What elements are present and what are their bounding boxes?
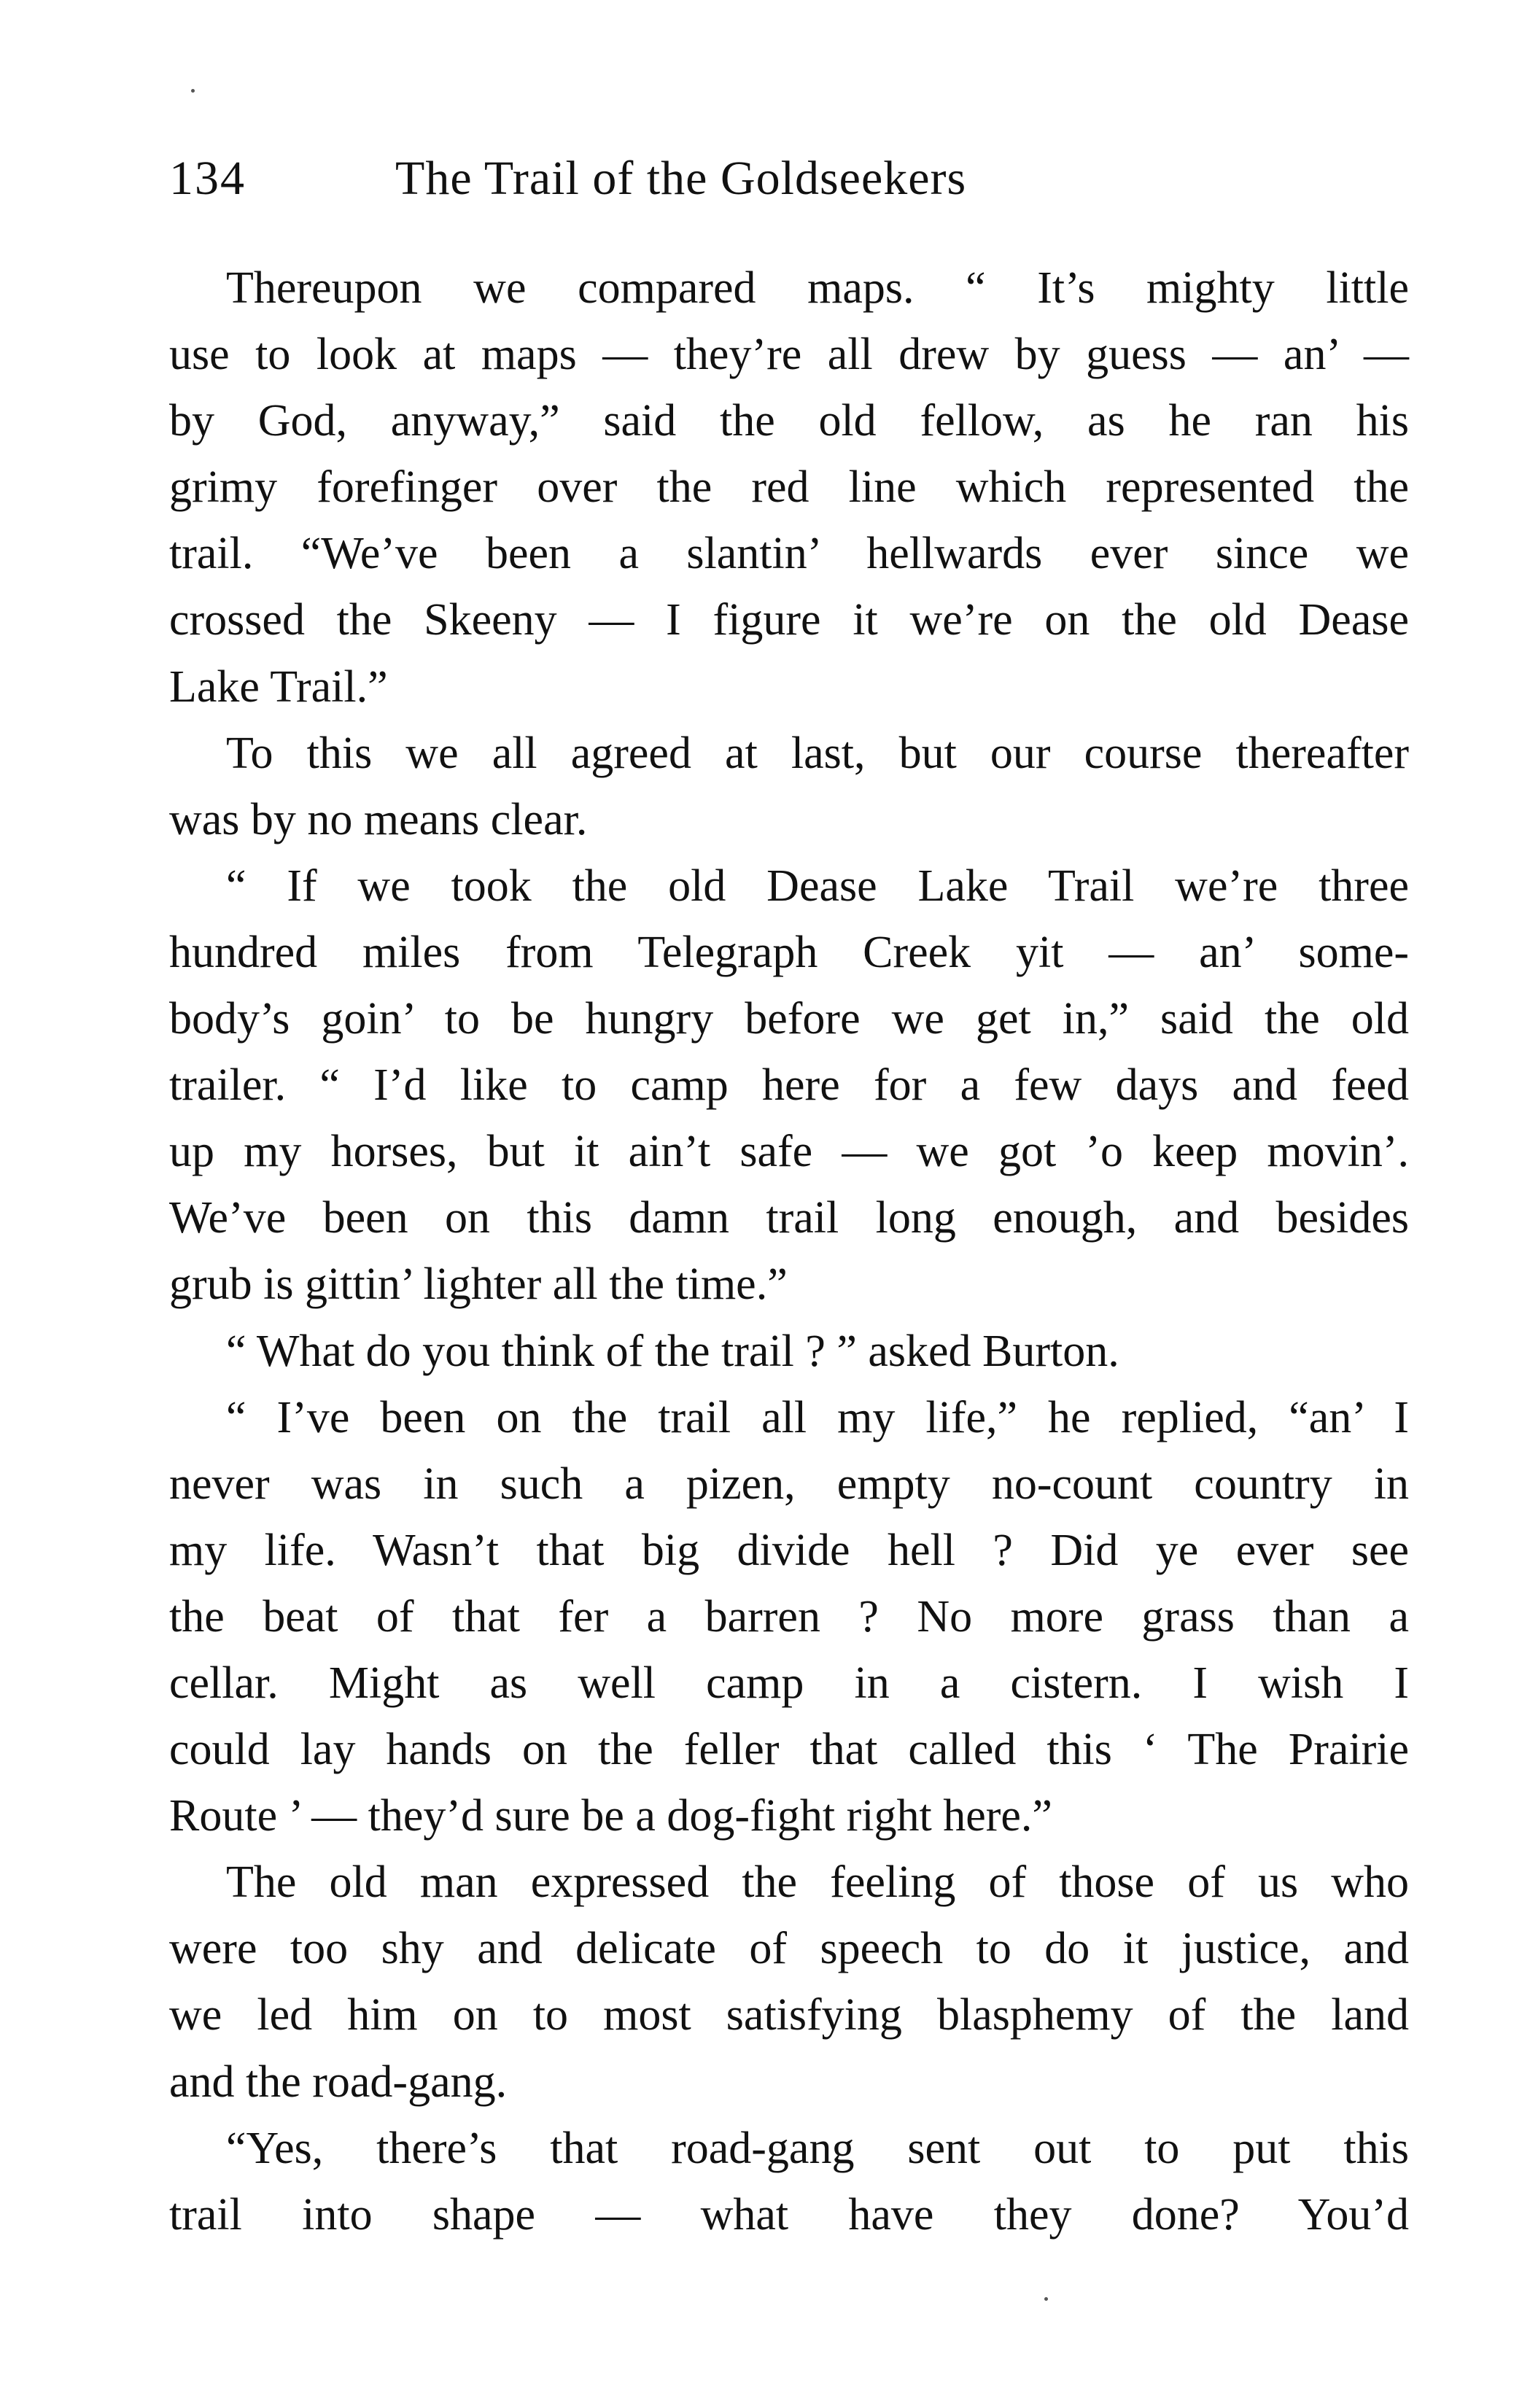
- text-line: by God, anyway,” said the old fellow, as he ran his: [169, 396, 1409, 446]
- text-line: “ What do you think of the trail ? ” asked Burton.: [226, 1326, 1119, 1376]
- text-line: cellar. Might as well camp in a cistern. I wish I: [169, 1658, 1409, 1708]
- text-line: crossed the Skeeny — I figure it we’re on the old Dease: [169, 595, 1409, 645]
- text-line: could lay hands on the feller that called this ‘ The Prairie: [169, 1725, 1409, 1775]
- text-line: body’s goin’ to be hungry before we get in,” said the old: [169, 994, 1409, 1044]
- text-line: hundred miles from Telegraph Creek yit — an’ some-: [169, 927, 1409, 977]
- text-line: use to look at maps — they’re all drew by guess — an’ —: [169, 330, 1409, 380]
- text-line: trail. “We’ve been a slantin’ hellwards ever since we: [169, 529, 1409, 579]
- running-title: The Trail of the Goldseekers: [395, 152, 967, 205]
- text-line: my life. Wasn’t that big divide hell ? Did ye ever see: [169, 1525, 1409, 1575]
- text-line: To this we all agreed at last, but our course thereafter: [226, 728, 1409, 778]
- text-line: “ I’ve been on the trail all my life,” he replied, “an’ I: [226, 1392, 1409, 1442]
- text-line: were too shy and delicate of speech to do it justice, and: [169, 1924, 1409, 1974]
- text-line: never was in such a pizen, empty no-count country in: [169, 1459, 1409, 1509]
- text-line: We’ve been on this damn trail long enough, and besides: [169, 1193, 1409, 1243]
- text-line: up my horses, but it ain’t safe — we got ’o keep movin’.: [169, 1127, 1409, 1177]
- text-line: and the road-gang.: [169, 2056, 508, 2107]
- text-line: “ If we took the old Dease Lake Trail we’re three: [226, 861, 1409, 911]
- text-line: was by no means clear.: [169, 794, 588, 844]
- page-number: 134: [169, 152, 246, 205]
- text-line: trail into shape — what have they done? You’d: [169, 2189, 1409, 2240]
- text-line: The old man expressed the feeling of those of us who: [226, 1857, 1409, 1908]
- text-line: grub is gittin’ lighter all the time.”: [169, 1259, 788, 1310]
- paper-speck: [191, 89, 195, 93]
- running-head: [169, 139, 1409, 219]
- text-line: grimy forefinger over the red line which represented the: [169, 462, 1409, 513]
- body-text: [169, 255, 1409, 2248]
- text-line: Thereupon we compared maps. “ It’s mighty little: [226, 263, 1409, 313]
- text-line: we led him on to most satisfying blasphemy of the land: [169, 1990, 1409, 2040]
- text-line: Route ’ — they’d sure be a dog-fight right here.”: [169, 1791, 1052, 1841]
- paper-speck: [1044, 2297, 1048, 2301]
- text-line: “Yes, there’s that road-gang sent out to put this: [226, 2123, 1409, 2173]
- text-line: the beat of that fer a barren ? No more grass than a: [169, 1591, 1409, 1642]
- text-line: Lake Trail.”: [169, 661, 388, 712]
- text-line: trailer. “ I’d like to camp here for a few days and feed: [169, 1060, 1409, 1111]
